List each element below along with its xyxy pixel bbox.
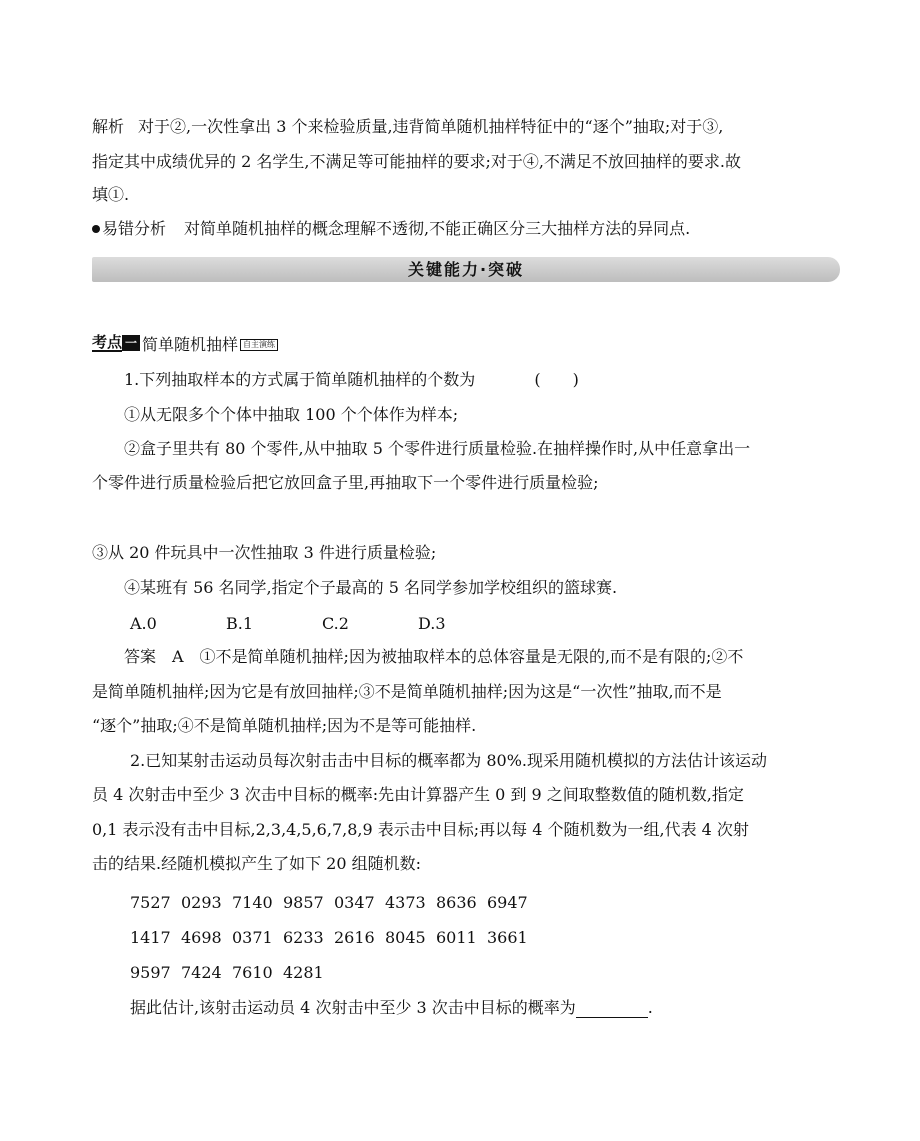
q2-line-4: 击的结果.经随机模拟产生了如下 20 组随机数: [92, 854, 422, 873]
q2-final-line [130, 998, 653, 1018]
q1-answer-paren: ( ) [534, 370, 579, 389]
choice-d: D.3 [418, 614, 446, 633]
random-number: 6011 [436, 928, 477, 947]
random-number: 7424 [181, 963, 222, 982]
random-number: 8636 [436, 893, 477, 912]
choice-a: A.0 [130, 614, 157, 633]
q1-stem-text: 1.下列抽取样本的方式属于简单随机抽样的个数为 [124, 370, 476, 389]
q1-stem [124, 370, 579, 390]
random-number: 2616 [334, 928, 375, 947]
q1-option-3: ③从 20 件玩具中一次性抽取 3 件进行质量检验; [92, 543, 437, 562]
random-number-row-2 [130, 928, 538, 948]
q2-final-text: 据此估计,该射击运动员 4 次射击中至少 3 次击中目标的概率为 [130, 998, 576, 1017]
topic-title: 简单随机抽样 [142, 334, 239, 354]
random-number: 3661 [487, 928, 528, 947]
random-number: 7140 [232, 893, 273, 912]
random-number: 7527 [130, 893, 171, 912]
answer-blank[interactable] [576, 1001, 648, 1018]
topic-tag: 自主演练 [240, 339, 278, 351]
section-banner: 关键能力·突破 [92, 257, 840, 282]
random-number: 7610 [232, 963, 273, 982]
random-number: 6947 [487, 893, 528, 912]
random-number: 4698 [181, 928, 222, 947]
error-analysis-title: 易错分析 [102, 219, 167, 238]
random-number-row-3 [130, 963, 334, 983]
topic-number: 一 [122, 335, 140, 351]
q1-option-2-line-2: 个零件进行质量检验后把它放回盒子里,再抽取下一个零件进行质量检验; [92, 473, 599, 492]
choice-b: B.1 [226, 614, 254, 633]
topic-heading [92, 333, 278, 353]
analysis-line-3: 填①. [92, 185, 130, 204]
choice-c: C.2 [322, 614, 349, 633]
q1-option-1: ①从无限多个个体中抽取 100 个个体作为样本; [124, 405, 459, 424]
q1-option-2-line-1: ②盒子里共有 80 个零件,从中抽取 5 个零件进行质量检验.在抽样操作时,从中任意拿出一 [124, 439, 751, 458]
warning-icon [92, 225, 100, 233]
analysis-line-2: 指定其中成绩优异的 2 名学生,不满足等可能抽样的要求;对于④,不满足不放回抽样的要求.故 [92, 152, 742, 171]
random-number: 9857 [283, 893, 324, 912]
random-number: 0293 [181, 893, 222, 912]
q1-choices [130, 614, 514, 634]
topic-label: 考点 [92, 333, 123, 351]
random-number: 0371 [232, 928, 273, 947]
error-analysis-text: 对简单随机抽样的概念理解不透彻,不能正确区分三大抽样方法的异同点. [184, 219, 691, 238]
random-number-row-1 [130, 893, 538, 913]
analysis-label: 解析 [92, 117, 125, 136]
q2-line-3: 0,1 表示没有击中目标,2,3,4,5,6,7,8,9 表示击中目标;再以每 4 个随机数为一组,代表 4 次射 [92, 820, 749, 839]
random-number: 6233 [283, 928, 324, 947]
analysis-line-1 [92, 117, 723, 137]
q1-option-4: ④某班有 56 名同学,指定个子最高的 5 名同学参加学校组织的篮球赛. [124, 578, 618, 597]
q2-final-period: . [647, 998, 653, 1017]
random-number: 9597 [130, 963, 171, 982]
random-number: 8045 [385, 928, 426, 947]
random-number: 1417 [130, 928, 171, 947]
random-number: 0347 [334, 893, 375, 912]
q1-answer-line-2: 是简单随机抽样;因为它是有放回抽样;③不是简单随机抽样;因为这是“一次性”抽取,而不是 [92, 682, 722, 701]
random-number: 4373 [385, 893, 426, 912]
error-analysis [92, 219, 690, 239]
q1-answer-line-3: “逐个”抽取;④不是简单随机抽样;因为不是等可能抽样. [92, 716, 477, 735]
q2-line-1: 2.已知某射击运动员每次射击击中目标的概率都为 80%.现采用随机模拟的方法估计该运动 [130, 751, 768, 770]
q1-answer-line-1: 答案 A ①不是简单随机抽样;因为被抽取样本的总体容量是无限的,而不是有限的;②不 [124, 647, 744, 666]
q2-line-2: 员 4 次射击中至少 3 次击中目标的概率:先由计算器产生 0 到 9 之间取整数值的随机数,指定 [92, 785, 744, 804]
random-number: 4281 [283, 963, 324, 982]
analysis-text-1: 对于②,一次性拿出 3 个来检验质量,违背简单随机抽样特征中的“逐个”抽取;对于③, [138, 117, 724, 136]
